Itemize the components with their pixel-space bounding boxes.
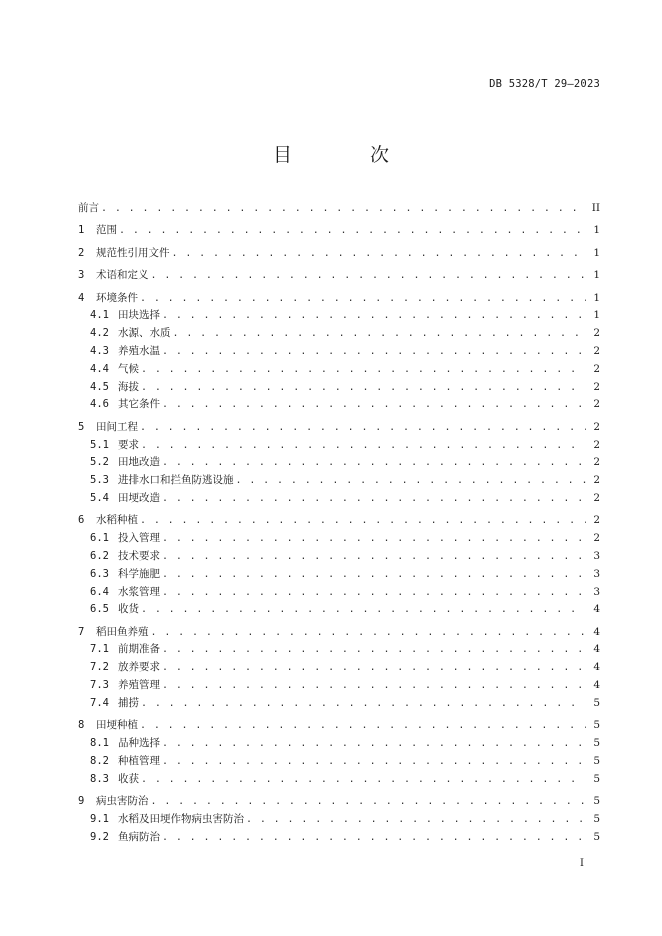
toc-entry-label: 收获 (118, 772, 139, 785)
toc-entry-number: 4.4 (90, 362, 109, 375)
toc-entry-page: 2 (593, 491, 600, 504)
toc-subentry[interactable] (78, 641, 600, 659)
toc-subentry[interactable] (78, 771, 600, 789)
toc-entry-page: 2 (593, 474, 600, 487)
toc-entry-label: 术语和定义 (96, 269, 149, 282)
toc-entry-page: 5 (593, 754, 600, 767)
toc-subentry[interactable] (78, 548, 600, 566)
toc-subentry[interactable] (78, 437, 600, 455)
toc-entry-label: 科学施肥 (118, 567, 160, 580)
dot-leader (140, 513, 586, 530)
table-of-contents (78, 200, 600, 846)
toc-subentry[interactable] (78, 659, 600, 677)
toc-entry[interactable] (78, 419, 600, 437)
page-number: I (580, 858, 584, 869)
dot-leader (162, 308, 586, 325)
dot-leader (141, 380, 586, 397)
toc-entry-page: 5 (593, 830, 600, 843)
page-title: 目 次 (272, 144, 426, 166)
toc-subentry[interactable] (78, 584, 600, 602)
toc-entry-page: 1 (593, 246, 600, 259)
toc-entry-number: 6 (78, 514, 85, 527)
toc-entry-number: 5 (78, 420, 85, 433)
dot-leader (140, 718, 586, 735)
toc-entry-number: 6.2 (90, 549, 109, 562)
toc-entry-number: 7.4 (90, 696, 109, 709)
toc-subentry[interactable] (78, 677, 600, 695)
toc-entry-number: 4.2 (90, 327, 109, 340)
toc-entry-label: 其它条件 (118, 398, 160, 411)
toc-entry-label: 范围 (96, 224, 117, 237)
toc-entry-page: 5 (593, 772, 600, 785)
toc-entry-label: 鱼病防治 (118, 830, 160, 843)
dot-leader (162, 397, 586, 414)
toc-entry-label: 病虫害防治 (96, 795, 149, 808)
document-code: DB 5328/T 29—2023 (489, 78, 600, 90)
toc-subentry[interactable] (78, 343, 600, 361)
toc-subentry[interactable] (78, 735, 600, 753)
toc-entry-label: 捕捞 (118, 696, 139, 709)
dot-leader (162, 830, 586, 847)
toc-entry-number: 4.1 (90, 309, 109, 322)
toc-entry-label: 前期准备 (118, 643, 160, 656)
toc-entry-number: 7.2 (90, 661, 109, 674)
dot-leader (236, 473, 587, 490)
toc-entry-page: 2 (593, 514, 600, 527)
dot-leader (162, 736, 586, 753)
toc-entry-page: 2 (593, 456, 600, 469)
toc-entry-label: 水源、水质 (118, 327, 171, 340)
toc-subentry[interactable] (78, 753, 600, 771)
dot-leader (162, 678, 586, 695)
toc-entry-label: 水稻及田埂作物病虫害防治 (118, 812, 244, 825)
toc-entry-page: 4 (593, 643, 600, 656)
toc-entry[interactable] (78, 290, 600, 308)
toc-entry-page: II (591, 202, 600, 214)
toc-entry-number: 7.1 (90, 643, 109, 656)
toc-entry-label: 田埂改造 (118, 491, 160, 504)
dot-leader (140, 420, 586, 437)
dot-leader (162, 642, 586, 659)
toc-entry-page: 2 (593, 327, 600, 340)
toc-entry[interactable] (78, 245, 600, 263)
toc-entry-label: 投入管理 (118, 532, 160, 545)
toc-entry-page: 1 (593, 224, 600, 237)
toc-entry-number: 5.1 (90, 438, 109, 451)
toc-entry-label: 水浆管理 (118, 585, 160, 598)
toc-entry-page: 4 (593, 679, 600, 692)
toc-entry[interactable] (78, 200, 600, 218)
toc-entry-page: 2 (593, 362, 600, 375)
toc-subentry[interactable] (78, 530, 600, 548)
toc-entry-number: 4 (78, 291, 85, 304)
toc-entry-label: 环境条件 (96, 291, 138, 304)
toc-subentry[interactable] (78, 361, 600, 379)
dot-leader (172, 246, 587, 263)
toc-entry-page: 1 (593, 309, 600, 322)
toc-entry-page: 1 (593, 291, 600, 304)
toc-entry[interactable] (78, 512, 600, 530)
toc-entry-label: 放养要求 (118, 661, 160, 674)
dot-leader (162, 455, 586, 472)
toc-entry-label: 稻田鱼养殖 (96, 625, 149, 638)
toc-entry-page: 5 (593, 795, 600, 808)
dot-leader (151, 268, 587, 285)
toc-entry-label: 田间工程 (96, 420, 138, 433)
toc-entry[interactable] (78, 222, 600, 240)
toc-subentry[interactable] (78, 601, 600, 619)
toc-entry-number: 6.3 (90, 567, 109, 580)
toc-subentry[interactable] (78, 379, 600, 397)
dot-leader (162, 585, 586, 602)
dot-leader (151, 794, 587, 811)
toc-entry-page: 2 (593, 380, 600, 393)
toc-entry-page: 1 (593, 269, 600, 282)
toc-entry-number: 7 (78, 625, 85, 638)
toc-entry-number: 4.3 (90, 344, 109, 357)
toc-entry-page: 2 (593, 344, 600, 357)
dot-leader (101, 201, 586, 218)
toc-entry-label: 前言 (78, 202, 99, 214)
toc-entry-page: 3 (593, 549, 600, 562)
dot-leader (246, 812, 586, 829)
toc-entry-number: 5.4 (90, 491, 109, 504)
toc-entry-label: 品种选择 (118, 737, 160, 750)
toc-entry-number: 3 (78, 269, 85, 282)
toc-subentry[interactable] (78, 829, 600, 847)
toc-entry-page: 4 (593, 603, 600, 616)
toc-entry-page: 3 (593, 585, 600, 598)
toc-entry-label: 收货 (118, 603, 139, 616)
dot-leader (140, 291, 586, 308)
toc-entry-number: 2 (78, 246, 85, 259)
toc-entry-label: 进排水口和拦鱼防逃设施 (118, 474, 234, 487)
dot-leader (162, 491, 586, 508)
toc-entry-label: 田块选择 (118, 309, 160, 322)
toc-entry-number: 8.1 (90, 737, 109, 750)
dot-leader (141, 438, 586, 455)
toc-subentry[interactable] (78, 396, 600, 414)
toc-entry-label: 田埂种植 (96, 719, 138, 732)
toc-subentry[interactable] (78, 695, 600, 713)
dot-leader (119, 223, 586, 240)
toc-entry-label: 养殖管理 (118, 679, 160, 692)
toc-entry-page: 5 (593, 696, 600, 709)
dot-leader (141, 772, 586, 789)
toc-entry-number: 4.5 (90, 380, 109, 393)
toc-entry-number: 8.2 (90, 754, 109, 767)
toc-entry-label: 技术要求 (118, 549, 160, 562)
dot-leader (151, 625, 587, 642)
toc-entry-label: 气候 (118, 362, 139, 375)
toc-entry-page: 4 (593, 661, 600, 674)
toc-entry-label: 要求 (118, 438, 139, 451)
toc-entry-number: 8 (78, 719, 85, 732)
toc-entry-label: 养殖水温 (118, 344, 160, 357)
toc-entry-number: 9 (78, 795, 85, 808)
toc-entry-page: 2 (593, 532, 600, 545)
toc-entry[interactable] (78, 267, 600, 285)
dot-leader (173, 326, 587, 343)
toc-entry-number: 9.1 (90, 812, 109, 825)
toc-entry[interactable] (78, 624, 600, 642)
toc-subentry[interactable] (78, 307, 600, 325)
toc-entry-number: 5.3 (90, 474, 109, 487)
toc-subentry[interactable] (78, 454, 600, 472)
dot-leader (162, 344, 586, 361)
toc-entry-page: 5 (593, 812, 600, 825)
toc-entry-page: 2 (593, 398, 600, 411)
toc-entry-number: 6.1 (90, 532, 109, 545)
toc-subentry[interactable] (78, 811, 600, 829)
toc-entry-page: 5 (593, 737, 600, 750)
toc-entry-page: 4 (593, 625, 600, 638)
toc-entry-number: 6.5 (90, 603, 109, 616)
toc-entry-label: 规范性引用文件 (96, 246, 170, 259)
dot-leader (141, 602, 586, 619)
toc-entry-number: 5.2 (90, 456, 109, 469)
dot-leader (162, 567, 586, 584)
toc-entry[interactable] (78, 793, 600, 811)
toc-subentry[interactable] (78, 325, 600, 343)
toc-entry-page: 2 (593, 420, 600, 433)
toc-entry-number: 1 (78, 224, 85, 237)
toc-entry-number: 8.3 (90, 772, 109, 785)
dot-leader (162, 660, 586, 677)
toc-subentry[interactable] (78, 490, 600, 508)
toc-entry-label: 海拔 (118, 380, 139, 393)
toc-entry-label: 田地改造 (118, 456, 160, 469)
toc-subentry[interactable] (78, 566, 600, 584)
toc-entry-number: 9.2 (90, 830, 109, 843)
toc-entry[interactable] (78, 717, 600, 735)
dot-leader (162, 549, 586, 566)
toc-entry-label: 水稻种植 (96, 514, 138, 527)
dot-leader (141, 696, 586, 713)
toc-entry-number: 4.6 (90, 398, 109, 411)
dot-leader (141, 362, 586, 379)
toc-entry-number: 6.4 (90, 585, 109, 598)
toc-entry-page: 3 (593, 567, 600, 580)
toc-entry-label: 种植管理 (118, 754, 160, 767)
dot-leader (162, 531, 586, 548)
toc-entry-page: 5 (593, 719, 600, 732)
toc-entry-page: 2 (593, 438, 600, 451)
toc-subentry[interactable] (78, 472, 600, 490)
dot-leader (162, 754, 586, 771)
toc-entry-number: 7.3 (90, 679, 109, 692)
